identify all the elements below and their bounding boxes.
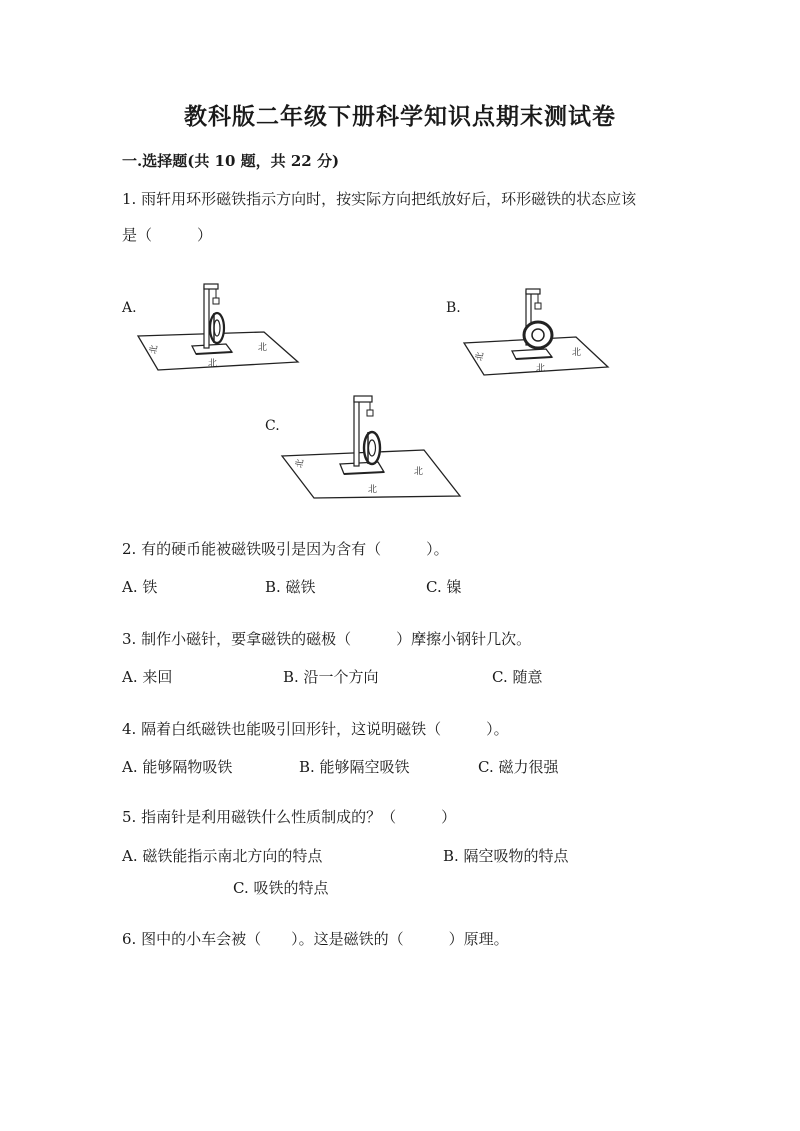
q3-option-b[interactable]: B. 沿一个方向 (283, 668, 379, 686)
q4-option-b[interactable]: B. 能够隔空吸铁 (299, 758, 410, 776)
paper-mark-a1: 北 (148, 344, 161, 355)
paper-mark-c2: 北 (414, 467, 424, 477)
q1-option-b[interactable]: B. (446, 300, 461, 316)
paper-mark-a3: 北 (208, 359, 218, 369)
q1-figure-c (280, 392, 464, 502)
q3-option-a[interactable]: A. 来回 (122, 668, 173, 686)
q1-option-c[interactable]: C. (265, 418, 280, 434)
q6-stem: 6. 图中的小车会被（ ）。这是磁铁的（ ）原理。 (122, 930, 509, 948)
q5-option-a[interactable]: A. 磁铁能指示南北方向的特点 (122, 847, 323, 865)
q2-stem: 2. 有的硬币能被磁铁吸引是因为含有（ ）。 (122, 540, 449, 558)
paper-mark-c3: 北 (368, 485, 378, 495)
q3-option-c[interactable]: C. 随意 (492, 668, 543, 686)
q5-option-c[interactable]: C. 吸铁的特点 (233, 879, 329, 897)
q4-stem: 4. 隔着白纸磁铁也能吸引回形针，这说明磁铁（ ）。 (122, 720, 509, 738)
section-heading: 一.选择题(共 10 题，共 22 分) (122, 152, 340, 170)
paper-mark-a2: 北 (258, 343, 268, 353)
paper-mark-b1: 北 (474, 351, 487, 362)
q2-option-b[interactable]: B. 磁铁 (265, 578, 316, 596)
q1-figure-a (136, 280, 302, 376)
q4-option-c[interactable]: C. 磁力很强 (478, 758, 559, 776)
page-title: 教科版二年级下册科学知识点期末测试卷 (184, 103, 616, 130)
q3-stem: 3. 制作小磁针，要拿磁铁的磁极（ ）摩擦小钢针几次。 (122, 630, 532, 648)
paper-mark-b2: 北 (572, 348, 582, 358)
paper-mark-b3: 北 (536, 364, 546, 374)
q1-stem-line2: 是（ ） (122, 226, 213, 244)
q1-stem-line1: 1. 雨轩用环形磁铁指示方向时，按实际方向把纸放好后，环形磁铁的状态应该 (122, 190, 637, 208)
q2-option-a[interactable]: A. 铁 (122, 578, 158, 596)
paper-mark-c1: 北 (294, 458, 307, 469)
q5-stem: 5. 指南针是利用磁铁什么性质制成的？（ ） (122, 808, 457, 826)
q1-option-a[interactable]: A. (122, 300, 137, 316)
q4-option-a[interactable]: A. 能够隔物吸铁 (122, 758, 233, 776)
q2-option-c[interactable]: C. 镍 (426, 578, 462, 596)
q1-figure-b (462, 285, 612, 379)
q5-option-b[interactable]: B. 隔空吸物的特点 (443, 847, 569, 865)
